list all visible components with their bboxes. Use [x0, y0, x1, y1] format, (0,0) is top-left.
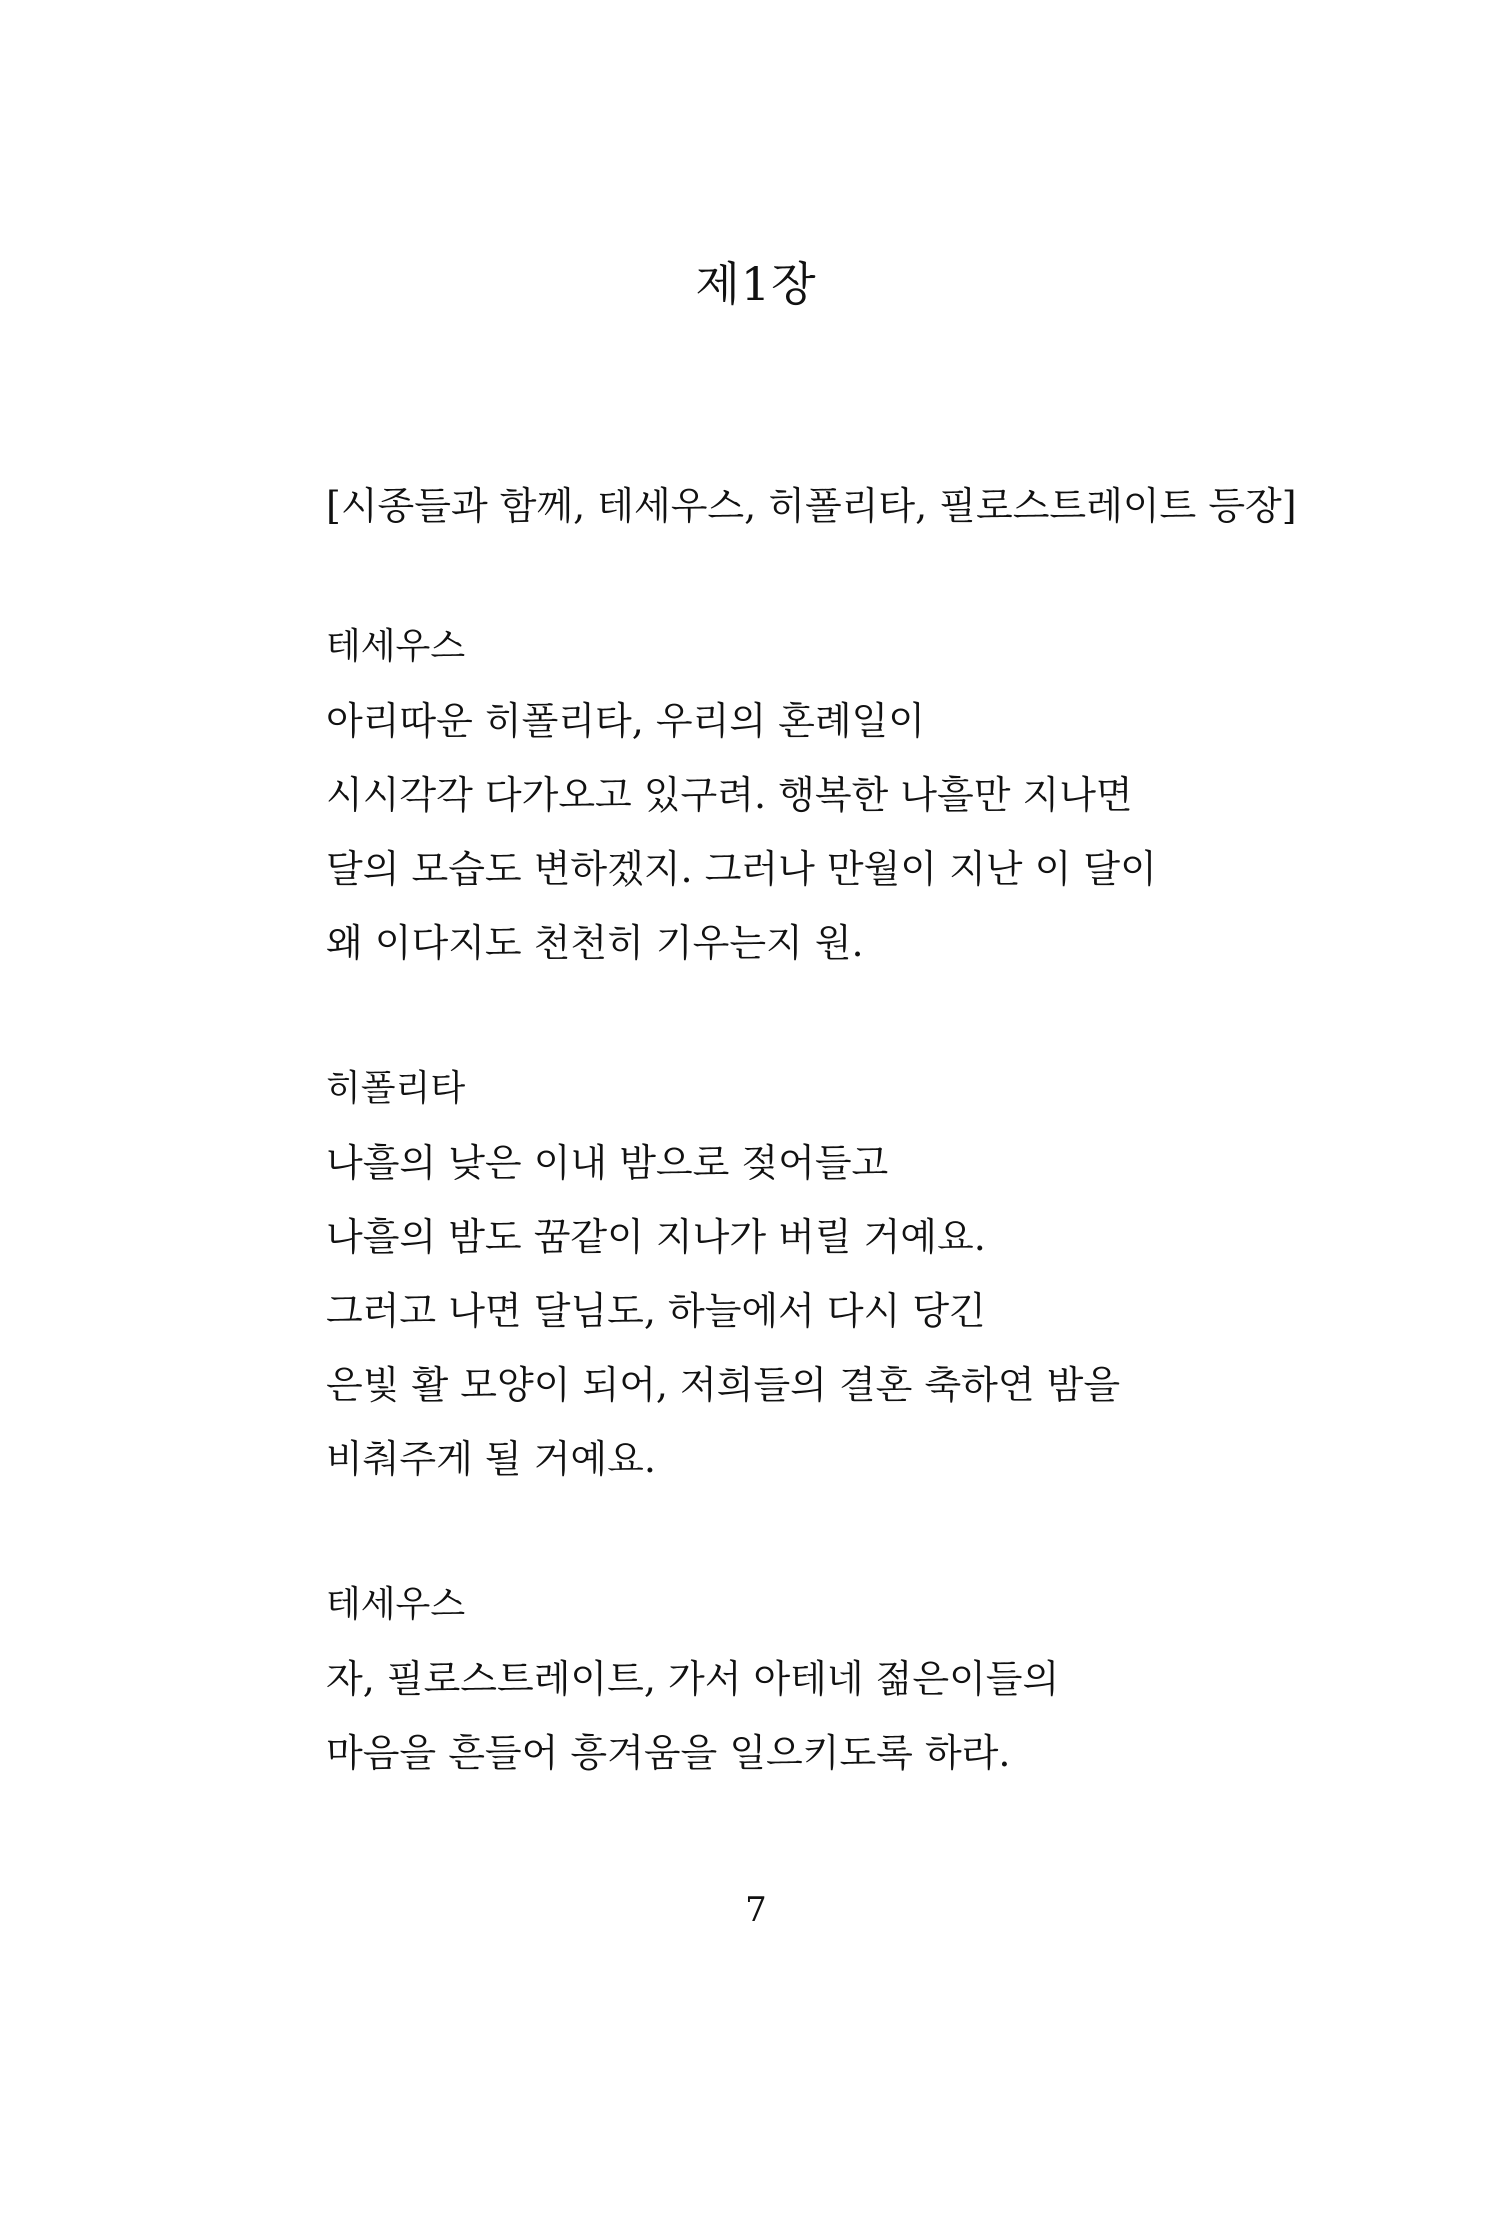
chapter-title: 제1장 — [695, 257, 817, 311]
dialogue-line: 은빛 활 모양이 되어, 저희들의 결혼 축하연 밤을 — [326, 1363, 1121, 1407]
dialogue-line: 나흘의 밤도 꿈같이 지나가 버릴 거예요. — [326, 1215, 986, 1259]
page-number: 7 — [745, 1890, 767, 1930]
dialogue-line: 아리따운 히폴리타, 우리의 혼례일이 — [326, 699, 925, 743]
dialogue-block — [326, 1052, 1120, 1496]
speaker-name: 테세우스 — [326, 626, 466, 667]
dialogue-line: 시시각각 다가오고 있구려. 행복한 나흘만 지나면 — [326, 773, 1133, 817]
dialogue-line: 나흘의 낮은 이내 밤으로 젖어들고 — [326, 1141, 889, 1185]
dialogue-line: 자, 필로스트레이트, 가서 아테네 젊은이들의 — [326, 1657, 1060, 1701]
dialogue-line: 마음을 흔들어 흥겨움을 일으키도록 하라. — [326, 1731, 1011, 1775]
speaker-name: 테세우스 — [326, 1584, 466, 1625]
dialogue-line: 그러고 나면 달님도, 하늘에서 다시 당긴 — [326, 1289, 986, 1333]
dialogue-line: 비춰주게 될 거예요. — [326, 1437, 656, 1481]
dialogue-line: 달의 모습도 변하겠지. 그러나 만월이 지난 이 달이 — [326, 847, 1157, 891]
dialogue-block — [326, 1568, 1059, 1790]
dialogue-block — [326, 610, 1157, 980]
stage-direction: [시종들과 함께, 테세우스, 히폴리타, 필로스트레이트 등장] — [326, 484, 1297, 528]
dialogue-line: 왜 이다지도 천천히 기우는지 원. — [326, 921, 864, 965]
speaker-name: 히폴리타 — [326, 1068, 466, 1109]
